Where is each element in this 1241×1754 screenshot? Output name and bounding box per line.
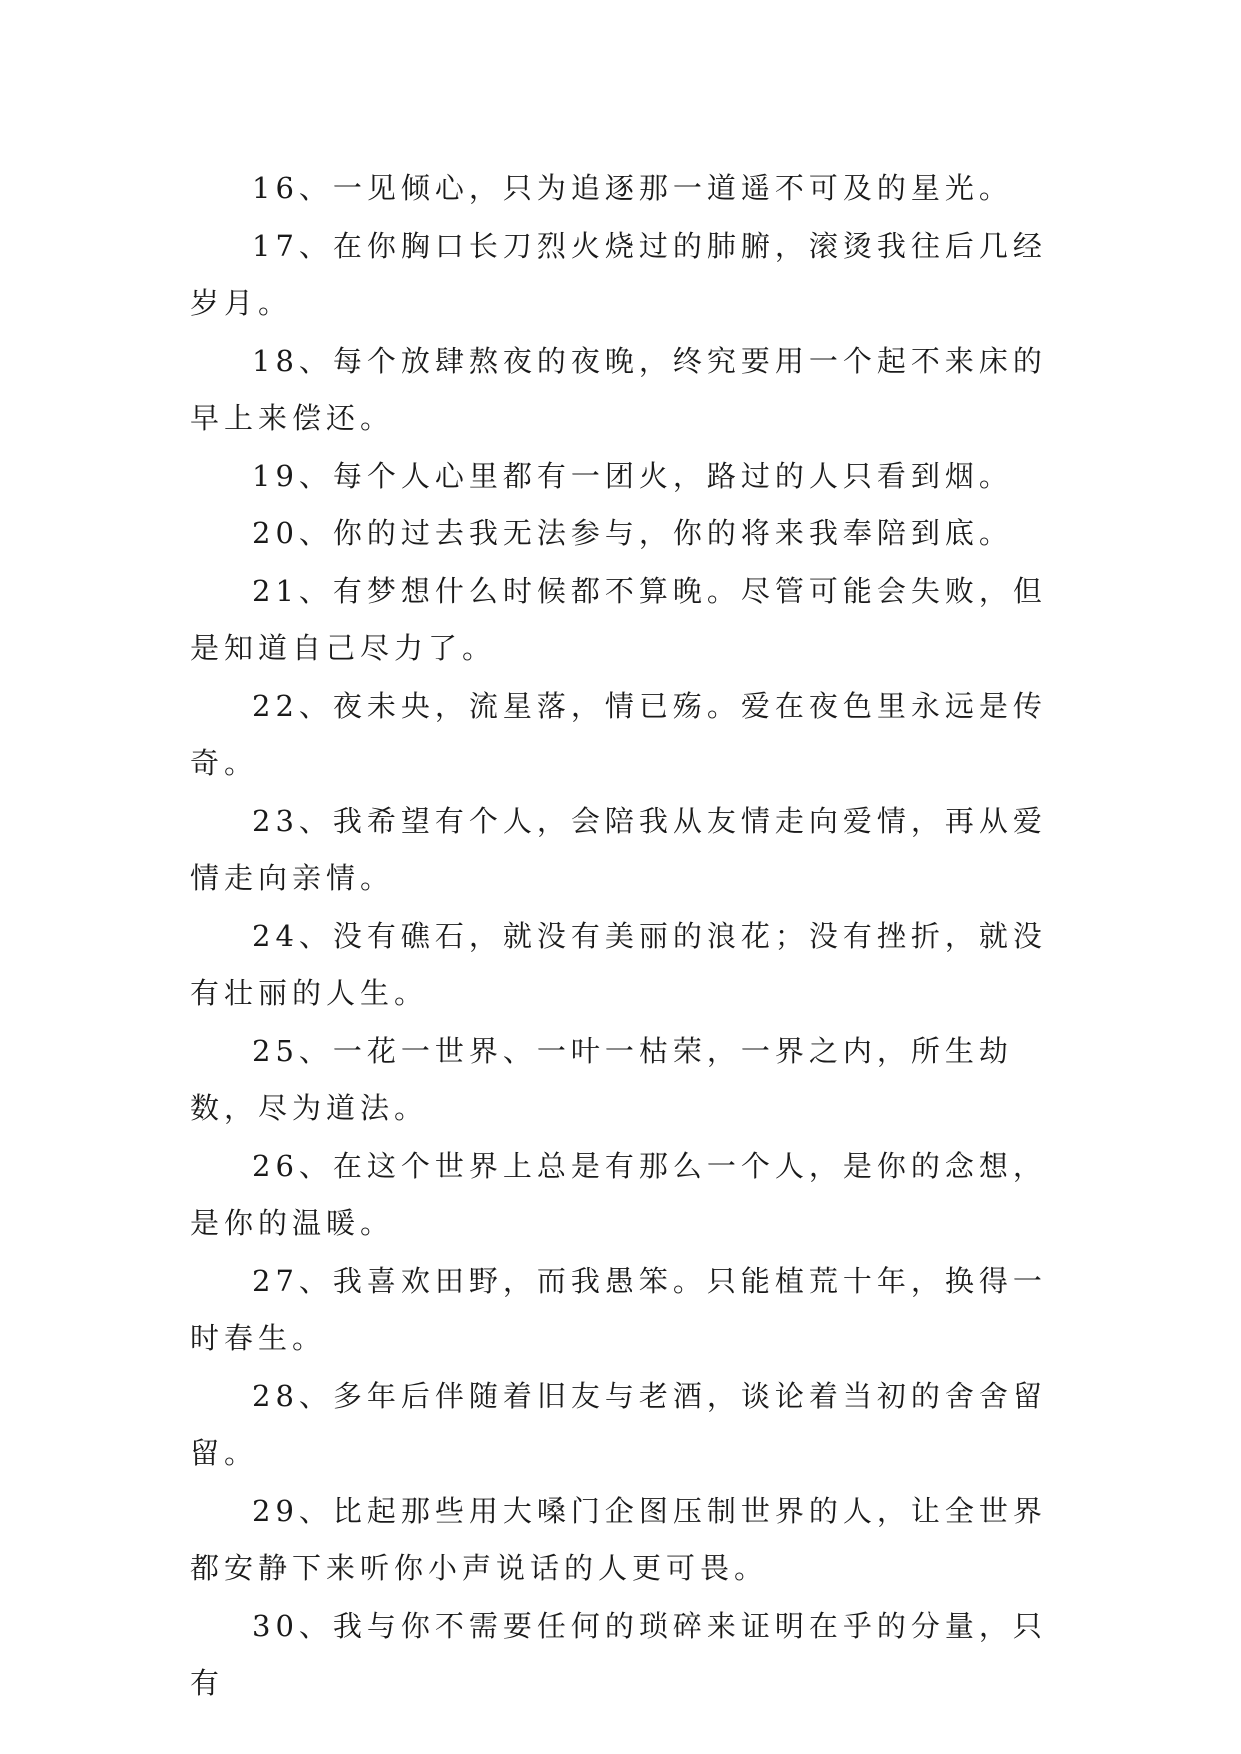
quote-paragraph-19: 19、每个人心里都有一团火，路过的人只看到烟。 <box>252 458 1013 493</box>
quote-paragraph-25: 25、一花一世界、一叶一枯荣，一界之内，所生劫数，尽为道法。 <box>190 1033 1013 1125</box>
quote-paragraph-21: 21、有梦想什么时候都不算晚。尽管可能会失败，但是知道自己尽力了。 <box>190 573 1047 665</box>
quote-paragraph-22: 22、夜未央，流星落，情已殇。爱在夜色里永远是传奇。 <box>190 688 1047 780</box>
quote-paragraph-17: 17、在你胸口长刀烈火烧过的肺腑，滚烫我往后几经岁月。 <box>190 228 1047 320</box>
document-body <box>190 160 1058 1713</box>
quote-paragraph-24: 24、没有礁石，就没有美丽的浪花；没有挫折，就没有壮丽的人生。 <box>190 918 1047 1010</box>
quote-paragraph-29: 29、比起那些用大嗓门企图压制世界的人，让全世界都安静下来听你小声说话的人更可畏。 <box>190 1493 1047 1585</box>
quote-paragraph-16: 16、一见倾心，只为追逐那一道遥不可及的星光。 <box>252 171 1013 205</box>
quote-paragraph-23: 23、我希望有个人，会陪我从友情走向爱情，再从爱情走向亲情。 <box>190 803 1047 895</box>
quote-paragraph-26: 26、在这个世界上总是有那么一个人，是你的念想，是你的温暖。 <box>190 1148 1047 1240</box>
quote-paragraph-27: 27、我喜欢田野，而我愚笨。只能植荒十年，换得一时春生。 <box>190 1263 1047 1355</box>
quote-paragraph-20: 20、你的过去我无法参与，你的将来我奉陪到底。 <box>252 516 1013 550</box>
quote-paragraph-18: 18、每个放肆熬夜的夜晚，终究要用一个起不来床的早上来偿还。 <box>190 343 1047 435</box>
quote-paragraph-28: 28、多年后伴随着旧友与老酒，谈论着当初的舍舍留留。 <box>190 1378 1047 1470</box>
quote-paragraph-30: 30、我与你不需要任何的琐碎来证明在乎的分量，只有 <box>190 1608 1047 1700</box>
